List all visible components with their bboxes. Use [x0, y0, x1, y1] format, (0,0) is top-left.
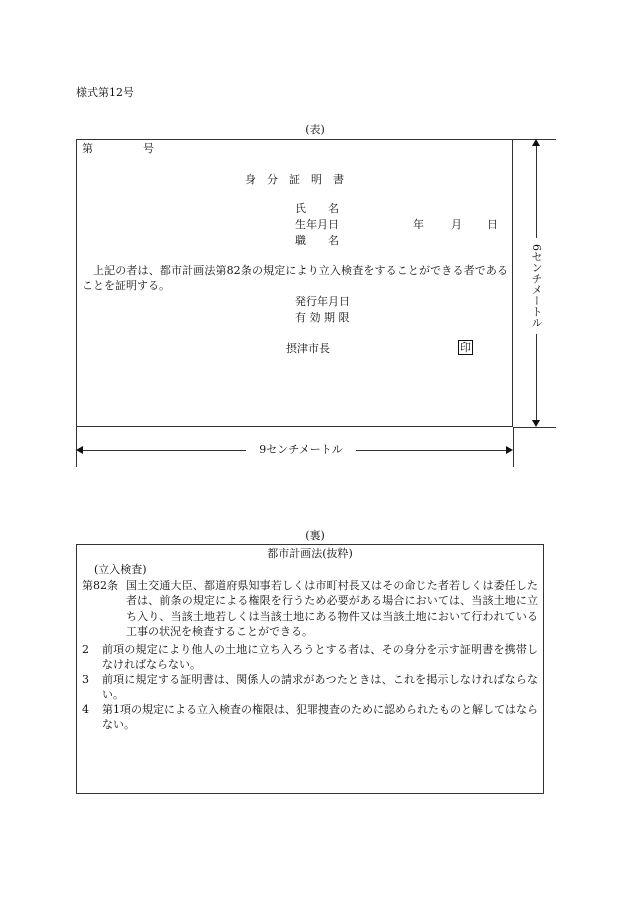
dimension-extension-bottom [513, 427, 556, 428]
back-heading: (裏) [305, 529, 325, 542]
clause-text: 前項の規定により他人の土地に立ち入ろうとする者は、その身分を示す証明書を携帯しなければならない。 [102, 643, 538, 672]
width-dimension-label: 9センチメートル [246, 442, 356, 458]
height-dimension-label: 6センチメートル [528, 238, 544, 334]
clause-text: 前項に規定する証明書は、関係人の請求があつたときは、これを掲示しなければならない。 [102, 673, 538, 702]
law-title: 都市計画法(抜粋) [267, 547, 353, 560]
arrow-up-icon [532, 139, 540, 146]
clause-number: 4 [82, 703, 89, 716]
birth-month-label: 月 [451, 218, 462, 231]
clause-number: 2 [82, 643, 89, 656]
seal-mark [458, 340, 473, 355]
article-clause-4 [82, 702, 538, 733]
position-label: 職 名 [295, 234, 339, 247]
form-number: 様式第12号 [76, 86, 134, 99]
arrow-down-icon [532, 420, 540, 427]
article-number: 第82条 [82, 579, 118, 592]
birthdate-label: 生年月日 [295, 218, 339, 231]
issuer-title: 摂津市長 [286, 342, 330, 355]
article-clause-3 [82, 672, 538, 703]
article-82 [82, 578, 538, 640]
arrow-right-icon [506, 446, 513, 454]
dimension-extension-right [513, 427, 514, 467]
card-number-prefix: 第 [82, 142, 93, 155]
front-heading: (表) [305, 123, 325, 136]
clause-number: 3 [82, 673, 89, 686]
card-number-suffix: 号 [143, 142, 154, 155]
validity-label: 有 効 期 限 [295, 311, 350, 324]
document-title: 身 分 証 明 書 [245, 173, 344, 186]
clause-text: 第1項の規定による立入検査の権限は、犯罪捜査のために認められたものと解してはならない。 [102, 703, 538, 732]
birth-year-label: 年 [413, 218, 424, 231]
seal-label: 印 [460, 341, 471, 354]
arrow-left-icon [76, 446, 83, 454]
issue-date-label: 発行年月日 [295, 295, 350, 308]
certification-statement: 上記の者は、都市計画法第82条の規定により立入検査をすることができる者であることを証明する。 [82, 264, 508, 293]
birth-day-label: 日 [487, 218, 498, 231]
article-text: 国土交通大臣、都道府県知事若しくは市町村長又はその命じた者若しくは委任した者は、前条の規定による権限を行うため必要がある場合においては、当該土地に立ち入り、当該土地若しくは当該土地にある物件又は当該土地において行われている工事の状況を検査することができる。 [126, 579, 538, 639]
name-label: 氏 名 [295, 202, 339, 215]
section-subtitle: (立入検査) [94, 563, 147, 576]
article-clause-2 [82, 642, 538, 673]
